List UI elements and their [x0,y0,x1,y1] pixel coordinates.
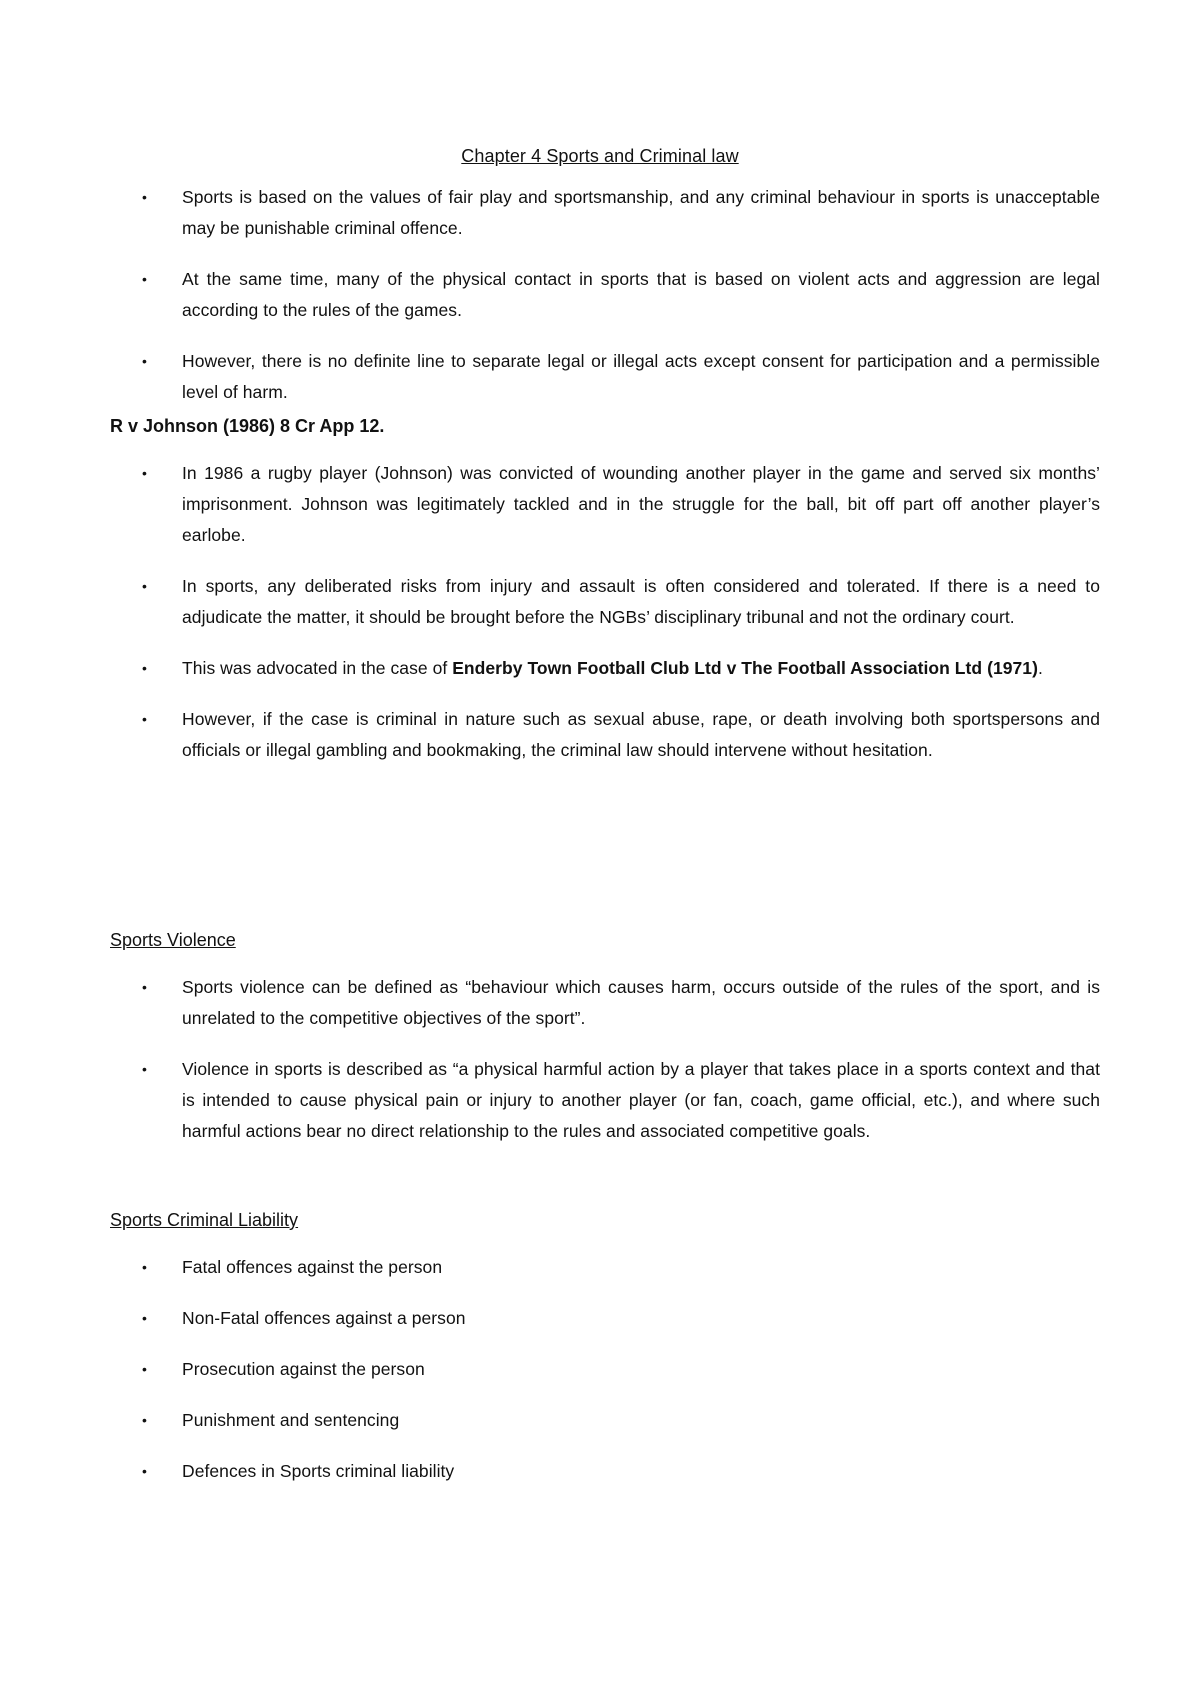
list-item: • This was advocated in the case of Enderby Town Football Club Ltd v The Football Association Ltd (1971). [110,653,1100,684]
list-item: • In 1986 a rugby player (Johnson) was convicted of wounding another player in the game and served six months’ imprisonment. Johnson was legitimately tackled and in the struggle for the ball, bit off part off another player’s earlobe. [110,458,1100,551]
bullet-icon [142,458,147,489]
list-item: • At the same time, many of the physical contact in sports that is based on violent acts and aggression are legal according to the rules of the games. [110,264,1100,326]
list-item: • However, if the case is criminal in nature such as sexual abuse, rape, or death involving both sportspersons and officials or illegal gambling and bookmaking, the criminal law should intervene without hesitation. [110,704,1100,766]
case-citation: Enderby Town Football Club Ltd v The Football Association Ltd (1971) [452,658,1038,678]
bullet-icon [142,1303,147,1334]
bullet-icon [142,1252,147,1283]
case-bullet-list [110,458,1100,766]
bullet-icon [142,1054,147,1085]
intro-section [110,182,1100,428]
bullet-icon [142,1456,147,1487]
list-item: • Violence in sports is described as “a physical harmful action by a player that takes place in a sports context and that is intended to cause physical pain or injury to another player (or fan, coach, game official, etc.), and where such harmful actions bear no direct relationship to the rules and associated competitive goals. [110,1054,1100,1147]
bullet-icon [142,264,147,295]
bullet-icon [142,571,147,602]
case-section [110,410,1100,786]
bullet-icon [142,1405,147,1436]
list-item: • Defences in Sports criminal liability [110,1456,1100,1487]
bullet-icon [142,1354,147,1385]
bullet-icon [142,346,147,377]
list-item: • Sports is based on the values of fair play and sportsmanship, and any criminal behaviour in sports is unacceptable may be punishable criminal offence. [110,182,1100,244]
list-item: • However, there is no definite line to separate legal or illegal acts except consent for participation and a permissible level of harm. [110,346,1100,408]
bullet-icon [142,182,147,213]
document-title: Chapter 4 Sports and Criminal law [461,146,739,166]
violence-heading: Sports Violence [110,930,236,950]
case-heading: R v Johnson (1986) 8 Cr App 12. [110,416,385,436]
list-item: • Prosecution against the person [110,1354,1100,1385]
liability-heading: Sports Criminal Liability [110,1210,299,1230]
bullet-icon [142,653,147,684]
bullet-icon [142,704,147,735]
list-item: • Punishment and sentencing [110,1405,1100,1436]
liability-bullet-list [110,1252,1100,1487]
violence-section [110,924,1100,1167]
list-item: • Non-Fatal offences against a person [110,1303,1100,1334]
list-item: • Sports violence can be defined as “behaviour which causes harm, occurs outside of the rules of the sport, and is unrelated to the competitive objectives of the sport”. [110,972,1100,1034]
list-item: • In sports, any deliberated risks from injury and assault is often considered and tolerated. If there is a need to adjudicate the matter, it should be brought before the NGBs’ disciplinary tribunal and not the ordinary court. [110,571,1100,633]
list-item: • Fatal offences against the person [110,1252,1100,1283]
intro-bullet-list [110,182,1100,408]
violence-bullet-list [110,972,1100,1147]
liability-section [110,1204,1100,1507]
bullet-icon [142,972,147,1003]
